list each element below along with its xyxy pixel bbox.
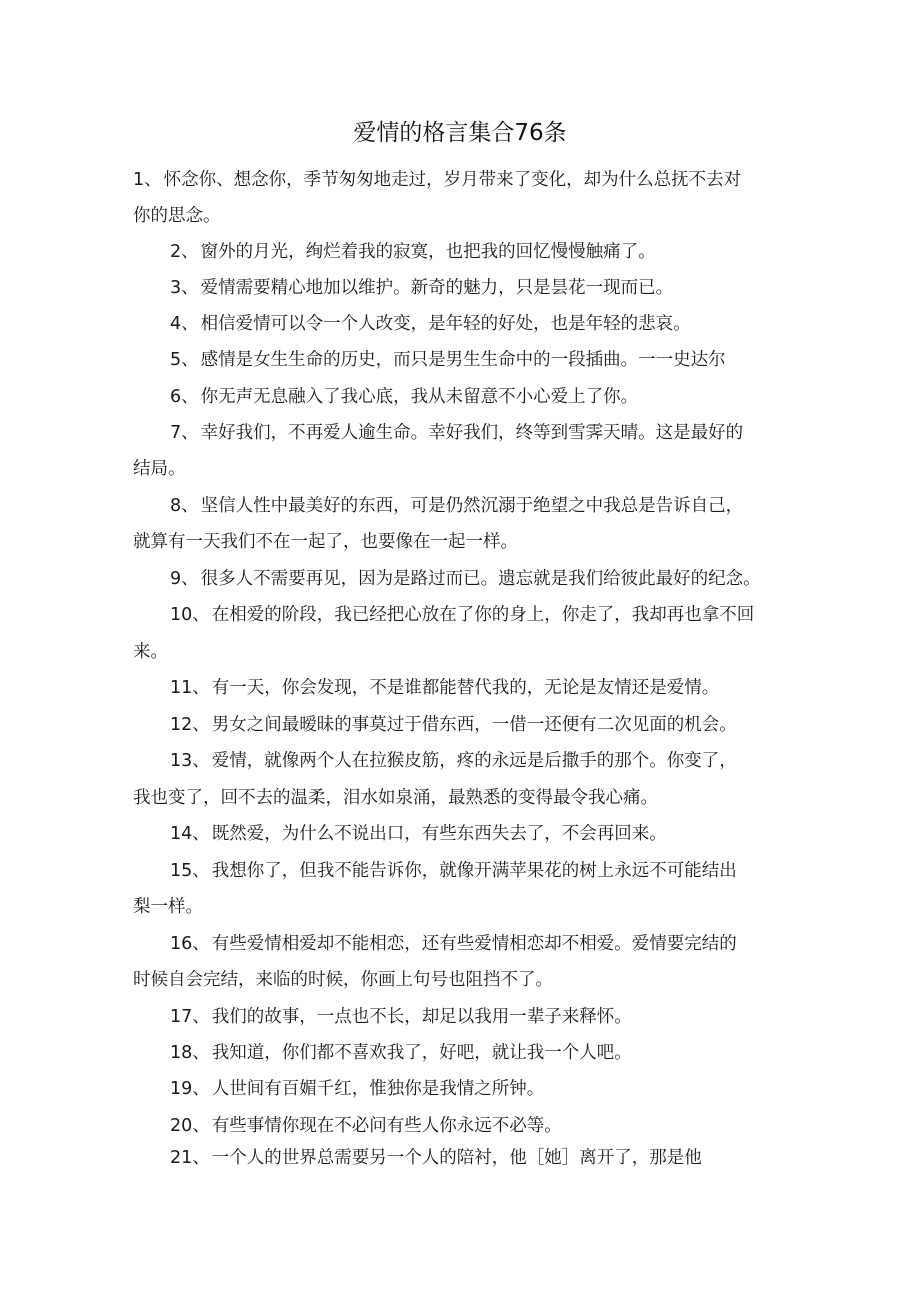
quote-text: 相信爱情可以令一个人改变，是年轻的好处，也是年轻的悲哀。	[200, 314, 691, 334]
quote-text: 窗外的月光，绚烂着我的寂寞，也把我的回忆慢慢触痛了。	[200, 242, 656, 262]
quote-text: 坚信人性中最美好的东西，可是仍然沉溺于绝望之中我总是告诉自己，	[200, 496, 744, 516]
quote-10-continuation: 来。	[133, 642, 168, 662]
quote-number: 13、	[170, 751, 210, 771]
quote-9	[170, 567, 761, 591]
quote-8	[170, 494, 743, 518]
quote-number: 6、	[170, 387, 199, 407]
quote-8-continuation: 就算有一天我们不在一起了，也要像在一起一样。	[133, 532, 518, 552]
quote-text: 我知道，你们都不喜欢我了，好吧，就让我一个人吧。	[211, 1043, 632, 1063]
quote-14	[170, 822, 667, 846]
quote-number: 15、	[170, 861, 210, 881]
quote-text: 在相爱的阶段，我已经把心放在了你的身上，你走了，我却再也拿不回	[211, 605, 755, 625]
quote-15-continuation: 梨一样。	[133, 897, 203, 917]
quote-text: 爱情需要精心地加以维护。新奇的魅力，只是昙花一现而已。	[200, 278, 674, 298]
quote-19	[170, 1077, 544, 1101]
quote-7	[170, 421, 743, 445]
quote-text: 我们的故事，一点也不长，却足以我用一辈子来释怀。	[211, 1007, 632, 1027]
quote-number: 17、	[170, 1007, 210, 1027]
quote-number: 9、	[170, 569, 199, 589]
quote-13-continuation: 我也变了，回不去的温柔，泪水如泉涌，最熟悉的变得最令我心痛。	[133, 788, 658, 808]
quote-text: 爱情，就像两个人在拉猴皮筋，疼的永远是后撒手的那个。你变了，	[211, 751, 737, 771]
quote-20	[170, 1114, 562, 1138]
quote-15	[170, 859, 737, 883]
quote-number: 7、	[170, 423, 199, 443]
quote-number: 1、	[133, 170, 162, 190]
quote-2	[170, 240, 656, 264]
quote-3	[170, 276, 673, 300]
quote-text: 很多人不需要再见，因为是路过而已。遗忘就是我们给彼此最好的纪念。	[200, 569, 761, 589]
quote-text: 感情是女生生命的历史，而只是男生生命中的一段插曲。一一史达尔	[200, 350, 726, 370]
quote-text: 有些事情你现在不必问有些人你永远不必等。	[211, 1116, 562, 1136]
quote-number: 10、	[170, 605, 210, 625]
quote-4	[170, 312, 691, 336]
quote-13	[170, 749, 737, 773]
quote-number: 8、	[170, 496, 199, 516]
quote-number: 5、	[170, 350, 199, 370]
quote-number: 19、	[170, 1079, 210, 1099]
quote-12	[170, 713, 737, 737]
quote-18	[170, 1041, 632, 1065]
quote-10	[170, 603, 754, 627]
document-title: 爱情的格言集合76条	[353, 120, 567, 146]
quote-text: 人世间有百媚千红，惟独你是我情之所钟。	[211, 1079, 545, 1099]
quote-text: 怀念你、想念你，季节匆匆地走过，岁月带来了变化，却为什么总抚不去对	[163, 170, 742, 190]
quote-1-continuation: 你的思念。	[133, 206, 221, 226]
quote-text: 既然爱，为什么不说出口，有些东西失去了，不会再回来。	[211, 824, 667, 844]
quote-number: 3、	[170, 278, 199, 298]
quote-5	[170, 348, 726, 372]
quote-text: 有些爱情相爱却不能相恋，还有些爱情相恋却不相爱。爱情要完结的	[211, 934, 737, 954]
quote-11	[170, 676, 719, 700]
quote-text: 男女之间最暧昧的事莫过于借东西，一借一还便有二次见面的机会。	[211, 715, 737, 735]
quote-number: 12、	[170, 715, 210, 735]
quote-number: 21、	[170, 1148, 210, 1168]
quote-text: 幸好我们，不再爱人逾生命。幸好我们，终等到雪霁天晴。这是最好的	[200, 423, 744, 443]
quote-16	[170, 932, 737, 956]
quote-text: 一个人的世界总需要另一个人的陪衬，他［她］离开了，那是他	[211, 1148, 702, 1168]
quote-21	[170, 1146, 702, 1170]
quote-16-continuation: 时候自会完结，来临的时候，你画上句号也阻挡不了。	[133, 970, 553, 990]
quote-17	[170, 1005, 632, 1029]
quote-text: 有一天，你会发现，不是谁都能替代我的，无论是友情还是爱情。	[211, 678, 720, 698]
quote-number: 14、	[170, 824, 210, 844]
quote-7-continuation: 结局。	[133, 459, 186, 479]
quote-1	[133, 168, 741, 192]
quote-6	[170, 385, 638, 409]
quote-number: 4、	[170, 314, 199, 334]
quote-number: 2、	[170, 242, 199, 262]
quote-text: 我想你了，但我不能告诉你，就像开满苹果花的树上永远不可能结出	[211, 861, 737, 881]
quote-number: 11、	[170, 678, 210, 698]
quote-number: 16、	[170, 934, 210, 954]
quote-number: 20、	[170, 1116, 210, 1136]
quote-text: 你无声无息融入了我心底，我从未留意不小心爱上了你。	[200, 387, 639, 407]
quote-number: 18、	[170, 1043, 210, 1063]
